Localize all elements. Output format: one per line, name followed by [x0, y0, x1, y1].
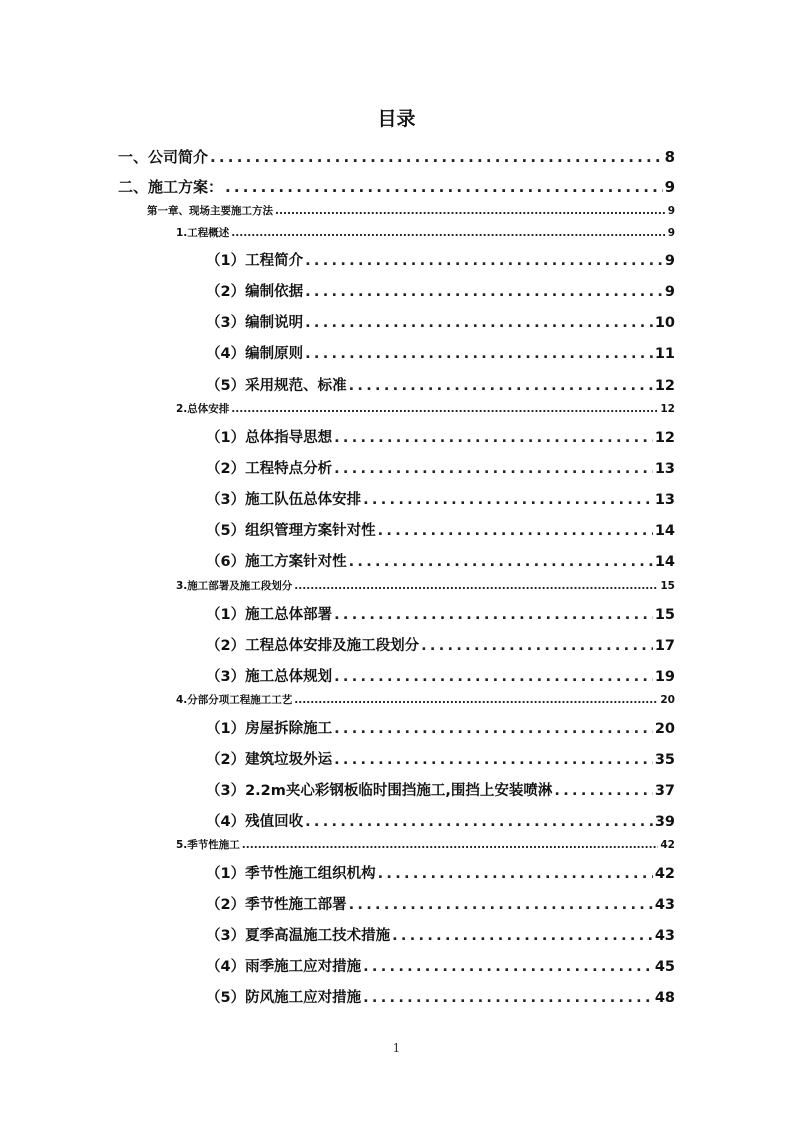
toc-dot-leader [305, 346, 653, 362]
toc-dot-leader [363, 959, 653, 975]
toc-entry[interactable] [176, 837, 675, 852]
toc-entry[interactable] [206, 426, 675, 447]
page-number: 1 [392, 1041, 401, 1055]
toc-dot-leader [334, 669, 653, 685]
toc-entry-page: 35 [654, 752, 675, 768]
toc-entry-page: 12 [660, 403, 675, 415]
toc-dot-leader [210, 148, 663, 166]
toc-entry-page: 48 [654, 990, 675, 1006]
toc-entry[interactable] [206, 955, 675, 976]
toc-dot-leader [349, 554, 653, 570]
page-title: 目录 [377, 108, 416, 130]
toc-entry[interactable] [206, 519, 675, 540]
toc-dot-leader [305, 253, 663, 269]
toc-entry-title: （5）采用规范、标准 [206, 378, 347, 394]
toc-entry[interactable] [118, 146, 675, 167]
toc-entry-page: 20 [654, 721, 675, 737]
toc-entry-title: 一、公司简介 [118, 148, 209, 166]
toc-entry-title: （1）工程简介 [206, 253, 304, 269]
toc-entry-title: （4）雨季施工应对措施 [206, 959, 362, 975]
toc-entry[interactable] [147, 203, 675, 218]
toc-dot-leader [231, 227, 665, 239]
toc-entry-title: （1）季节性施工组织机构 [206, 866, 376, 882]
toc-dot-leader [334, 461, 653, 477]
toc-entry-title: （2）工程特点分析 [206, 461, 333, 477]
toc-entry[interactable] [206, 311, 675, 332]
toc-dot-leader [334, 752, 653, 768]
toc-dot-leader [294, 694, 658, 706]
toc-dot-leader [242, 839, 659, 851]
toc-entry-title: 3.施工部署及施工段划分 [176, 580, 293, 592]
toc-entry-title: （3）夏季高温施工技术措施 [206, 928, 391, 944]
toc-entry-title: （1）总体指导思想 [206, 430, 333, 446]
toc-entry-title: （3）2.2m夹心彩钢板临时围挡施工,围挡上安装喷淋 [206, 783, 553, 799]
toc-entry[interactable] [206, 342, 675, 363]
toc-entry-page: 17 [654, 638, 675, 654]
toc-entry[interactable] [206, 374, 675, 395]
toc-entry[interactable] [206, 779, 675, 800]
toc-entry-title: 5.季节性施工 [176, 839, 240, 851]
toc-entry-title: 2.总体安排 [176, 403, 230, 415]
toc-entry-page: 42 [654, 866, 675, 882]
toc-dot-leader [554, 783, 652, 799]
toc-entry-title: 第一章、现场主要施工方法 [147, 205, 273, 217]
toc-dot-leader [305, 284, 663, 300]
toc-dot-leader [363, 990, 653, 1006]
toc-entry-title: （5）防风施工应对措施 [206, 990, 362, 1006]
toc-entry-page: 13 [654, 492, 675, 508]
toc-entry-title: （3）施工队伍总体安排 [206, 492, 362, 508]
toc-entry-page: 15 [660, 580, 675, 592]
toc-entry[interactable] [206, 810, 675, 831]
toc-entry-page: 10 [654, 315, 675, 331]
toc-entry-page: 45 [654, 959, 675, 975]
toc-entry-page: 42 [660, 839, 675, 851]
toc-entry[interactable] [206, 280, 675, 301]
toc-dot-leader [378, 866, 653, 882]
toc-entry[interactable] [206, 488, 675, 509]
toc-entry[interactable] [118, 176, 675, 197]
toc-dot-leader [349, 378, 653, 394]
toc-entry[interactable] [206, 634, 675, 655]
toc-entry-title: （3）编制说明 [206, 315, 304, 331]
toc-entry-page: 9 [667, 227, 675, 239]
toc-entry-title: （4）编制原则 [206, 346, 304, 362]
toc-entry-page: 15 [654, 607, 675, 623]
toc-entry-page: 9 [664, 178, 675, 196]
toc-entry-title: （3）施工总体规划 [206, 669, 333, 685]
toc-dot-leader [392, 928, 653, 944]
toc-entry-page: 9 [667, 205, 675, 217]
toc-entry[interactable] [206, 748, 675, 769]
toc-entry-title: 4.分部分项工程施工工艺 [176, 694, 293, 706]
toc-entry[interactable] [176, 692, 675, 707]
toc-dot-leader [294, 580, 658, 592]
toc-entry-page: 13 [654, 461, 675, 477]
toc-dot-leader [225, 178, 663, 196]
toc-entry-title: 1.工程概述 [176, 227, 230, 239]
toc-dot-leader [421, 638, 653, 654]
toc-entry-title: （5）组织管理方案针对性 [206, 523, 376, 539]
toc-entry[interactable] [206, 717, 675, 738]
toc-entry-page: 11 [654, 346, 675, 362]
toc-dot-leader [334, 721, 653, 737]
toc-dot-leader [334, 430, 653, 446]
toc-entry-title: （1）房屋拆除施工 [206, 721, 333, 737]
toc-entry-page: 43 [654, 928, 675, 944]
toc-entry[interactable] [206, 862, 675, 883]
toc-entry-title: （1）施工总体部署 [206, 607, 333, 623]
toc-entry-page: 19 [654, 669, 675, 685]
toc-entry-title: （2）季节性施工部署 [206, 897, 347, 913]
toc-entry[interactable] [176, 578, 675, 593]
toc-entry-page: 12 [654, 378, 675, 394]
toc-dot-leader [305, 315, 653, 331]
toc-dot-leader [305, 814, 653, 830]
toc-entry-page: 14 [654, 523, 675, 539]
toc-entry[interactable] [206, 603, 675, 624]
toc-entry[interactable] [206, 550, 675, 571]
toc-dot-leader [363, 492, 653, 508]
toc-entry-title: （2）建筑垃圾外运 [206, 752, 333, 768]
toc-entry-title: （6）施工方案针对性 [206, 554, 347, 570]
toc-dot-leader [231, 403, 658, 415]
toc-dot-leader [334, 607, 653, 623]
toc-entry[interactable] [206, 665, 675, 686]
toc-entry-page: 39 [654, 814, 675, 830]
toc-dot-leader [275, 205, 666, 217]
toc-entry-title: （4）残值回收 [206, 814, 304, 830]
toc-entry-page: 37 [654, 783, 675, 799]
toc-entry[interactable] [206, 986, 675, 1007]
toc-entry-page: 8 [664, 148, 675, 166]
toc-entry-title: （2）工程总体安排及施工段划分 [206, 638, 420, 654]
toc-entry-page: 12 [654, 430, 675, 446]
toc-entry-title: （2）编制依据 [206, 284, 304, 300]
toc-entry-page: 9 [664, 253, 675, 269]
toc-entry-page: 14 [654, 554, 675, 570]
toc-entry[interactable] [176, 401, 675, 416]
toc-dot-leader [378, 523, 653, 539]
toc-entry-title: 二、施工方案： [118, 178, 224, 196]
toc-entry[interactable] [206, 924, 675, 945]
toc-entry[interactable] [206, 457, 675, 478]
toc-entry[interactable] [176, 225, 675, 240]
toc-entry-page: 43 [654, 897, 675, 913]
toc-entry-page: 9 [664, 284, 675, 300]
toc-entry[interactable] [206, 249, 675, 270]
toc-entry-page: 20 [660, 694, 675, 706]
toc-entry[interactable] [206, 893, 675, 914]
toc-dot-leader [349, 897, 653, 913]
